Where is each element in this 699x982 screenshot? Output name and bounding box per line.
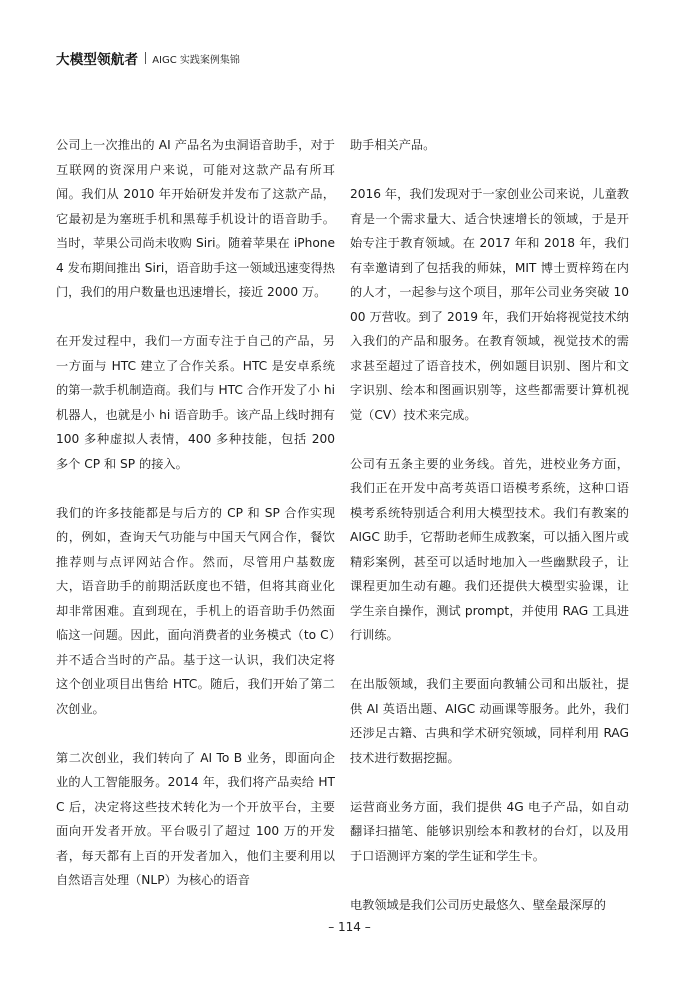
running-header (56, 49, 240, 67)
book-title: 大模型领航者 (56, 52, 139, 68)
paragraph: 在出版领域，我们主要面向教辅公司和出版社，提供 AI 英语出题、AIGC 动画课等服务。此外，我们还涉足古籍、古典和学术研究领域，同样利用 RAG 技术进行数据挖掘。 (350, 677, 629, 765)
paragraph: 电教领域是我们公司历史最悠久、壁垒最深厚的 (350, 897, 606, 912)
paragraph: 在开发过程中，我们一方面专注于自己的产品，另一方面与 HTC 建立了合作关系。HTC 是安卓系统的第一款手机制造商。我们与 HTC 合作开发了小 hi 机器人，也就是小 hi 语音助手。该产品上线时拥有 100 多种虚拟人表情，400 多种技能，包括 200 多个 CP 和 SP 的接入。 (56, 334, 335, 471)
paragraph: 公司上一次推出的 AI 产品名为虫洞语音助手，对于互联网的资深用户来说，可能对这款产品有所耳闻。我们从 2010 年开始研发并发布了这款产品，它最初是为塞班手机和黑莓手机设计的语音助手。当时，苹果公司尚未收购 Siri。随着苹果在 iPhone 4 发布期间推出 Siri，语音助手这一领域迅速变得热门，我们的用户数量也迅速增长，接近 2000 万。 (56, 138, 335, 299)
page-number: – 114 – (328, 920, 371, 934)
paragraph: 我们的许多技能都是与后方的 CP 和 SP 合作实现的，例如，查询天气功能与中国天气网合作，餐饮推荐则与点评网站合作。然而，尽管用户基数庞大，语音助手的前期活跃度也不错，但将其商业化却非常困难。直到现在，手机上的语音助手仍然面临这一问题。因此，面向消费者的业务模式（to C）并不适合当时的产品。基于这一认识，我们决定将这个创业项目出售给 HTC。随后，我们开始了第二次创业。 (56, 505, 335, 716)
left-column (56, 133, 335, 917)
series-title: AIGC 实践案例集锦 (152, 54, 240, 66)
right-column (350, 133, 629, 942)
paragraph: 2016 年，我们发现对于一家创业公司来说，儿童教育是一个需求量大、适合快速增长的领域，于是开始专注于教育领域。在 2017 年和 2018 年，我们有幸邀请到了包括我的师妹，MIT 博士贾梓筠在内的人才，一起参与这个项目，那年公司业务突破 1000 万营收。到了 2019 年，我们开始将视觉技术纳入我们的产品和服务。在教育领域，视觉技术的需求甚至超过了语音技术，例如题目识别、图片和文字识别、绘本和图画识别等，这些都需要计算机视觉（CV）技术来完成。 (350, 187, 629, 422)
paragraph: 助手相关产品。 (350, 138, 436, 152)
paragraph: 第二次创业，我们转向了 AI To B 业务，即面向企业的人工智能服务。2014 年，我们将产品卖给 HTC 后，决定将这些技术转化为一个开放平台，主要面向开发者开放。平台吸引了超过 100 万的开发者，每天都有上百的开发者加入，他们主要利用以自然语言处理（NLP）为核心的语音 (56, 750, 335, 887)
paragraph: 运营商业务方面，我们提供 4G 电子产品，如自动翻译扫描笔、能够识别绘本和教材的台灯，以及用于口语测评方案的学生证和学生卡。 (350, 799, 629, 863)
paragraph: 公司有五条主要的业务线。首先，进校业务方面，我们正在开发中高考英语口语模考系统，这种口语模考系统特别适合利用大模型技术。我们有教案的 AIGC 助手，它帮助老师生成教案，可以插入图片或精彩案例，甚至可以适时地加入一些幽默段子，让课程更加生动有趣。我们还提供大模型实验课，让学生亲自操作，测试 prompt，并使用 RAG 工具进行训练。 (350, 456, 629, 642)
header-divider (145, 52, 146, 64)
